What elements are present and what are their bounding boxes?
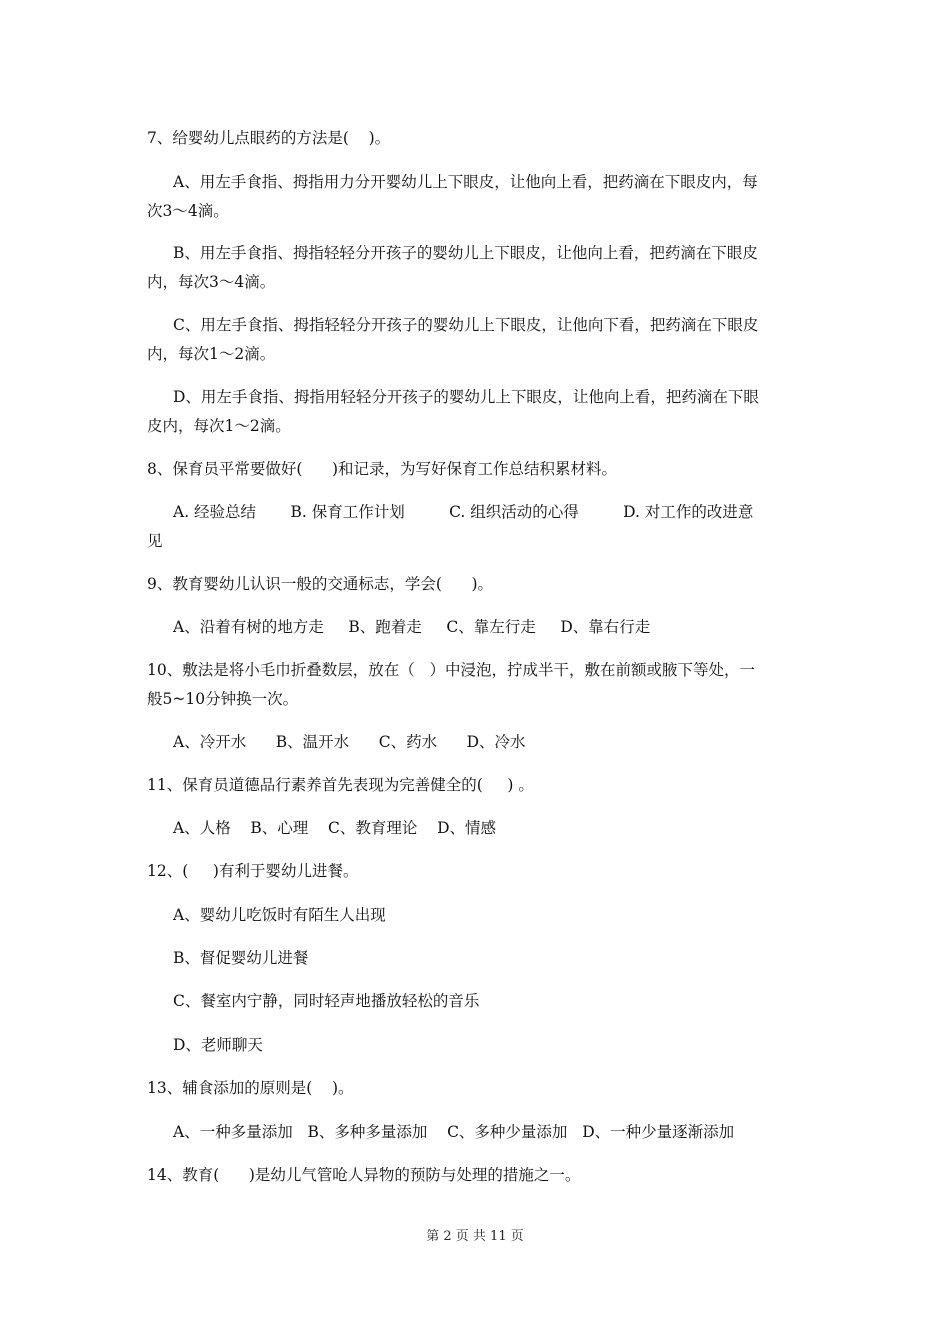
question-8-options: A. 经验总结 B. 保育工作计划 C. 组织活动的心得 D. 对工作的改进意 bbox=[173, 503, 754, 521]
question-7-option-d: D、用左手食指、拇指用轻轻分开孩子的婴幼儿上下眼皮，让他向上看，把药滴在下眼 bbox=[173, 388, 759, 406]
question-8-stem: 8、保育员平常要做好( )和记录，为写好保育工作总结积累材料。 bbox=[147, 460, 618, 478]
question-10-options: A、冷开水 B、温开水 C、药水 D、冷水 bbox=[173, 733, 526, 751]
question-7-option-d-cont: 皮内，每次1～2滴。 bbox=[147, 417, 291, 435]
question-13-stem: 13、辅食添加的原则是( )。 bbox=[147, 1079, 354, 1097]
question-7-option-a-cont: 次3～4滴。 bbox=[147, 202, 229, 220]
question-7-option-c: C、用左手食指、拇指轻轻分开孩子的婴幼儿上下眼皮，让他向下看，把药滴在下眼皮 bbox=[173, 316, 759, 334]
question-11-options: A、人格 B、心理 C、教育理论 D、情感 bbox=[173, 819, 496, 837]
question-10-stem-cont: 般5~10分钟换一次。 bbox=[147, 690, 299, 708]
question-12-option-d: D、老师聊天 bbox=[173, 1036, 263, 1054]
question-9-stem: 9、教育婴幼儿认识一般的交通标志，学会( )。 bbox=[147, 575, 494, 593]
question-8-options-cont: 见 bbox=[147, 532, 163, 550]
question-7-option-a: A、用左手食指、拇指用力分开婴幼儿上下眼皮，让他向上看，把药滴在下眼皮内，每 bbox=[173, 173, 758, 191]
question-14-stem: 14、教育( )是幼儿气管呛人异物的预防与处理的措施之一。 bbox=[147, 1166, 581, 1184]
page-footer: 第 2 页 共 11 页 bbox=[426, 1229, 524, 1244]
question-9-options: A、沿着有树的地方走 B、跑着走 C、靠左行走 D、靠右行走 bbox=[173, 618, 651, 636]
question-7-option-b-cont: 内，每次3～4滴。 bbox=[147, 273, 276, 291]
question-11-stem: 11、保育员道德品行素养首先表现为完善健全的( ) 。 bbox=[147, 776, 534, 794]
question-12-option-c: C、餐室内宁静，同时轻声地播放轻松的音乐 bbox=[173, 992, 480, 1010]
question-12-option-a: A、婴幼儿吃饭时有陌生人出现 bbox=[173, 906, 386, 924]
question-12-stem: 12、( )有利于婴幼儿进餐。 bbox=[147, 862, 359, 880]
question-12-option-b: B、督促婴幼儿进餐 bbox=[173, 949, 309, 967]
question-10-stem: 10、敷法是将小毛巾折叠数层，放在（ ）中浸泡，拧成半干，敷在前额或腋下等处，一 bbox=[147, 661, 756, 679]
question-7-option-b: B、用左手食指、拇指轻轻分开孩子的婴幼儿上下眼皮，让他向上看，把药滴在下眼皮 bbox=[173, 244, 758, 262]
question-7-option-c-cont: 内，每次1～2滴。 bbox=[147, 345, 276, 363]
question-13-options: A、一种多量添加 B、多种多量添加 C、多种少量添加 D、一种少量逐渐添加 bbox=[173, 1123, 735, 1141]
question-7-stem: 7、给婴幼儿点眼药的方法是( )。 bbox=[147, 129, 391, 147]
